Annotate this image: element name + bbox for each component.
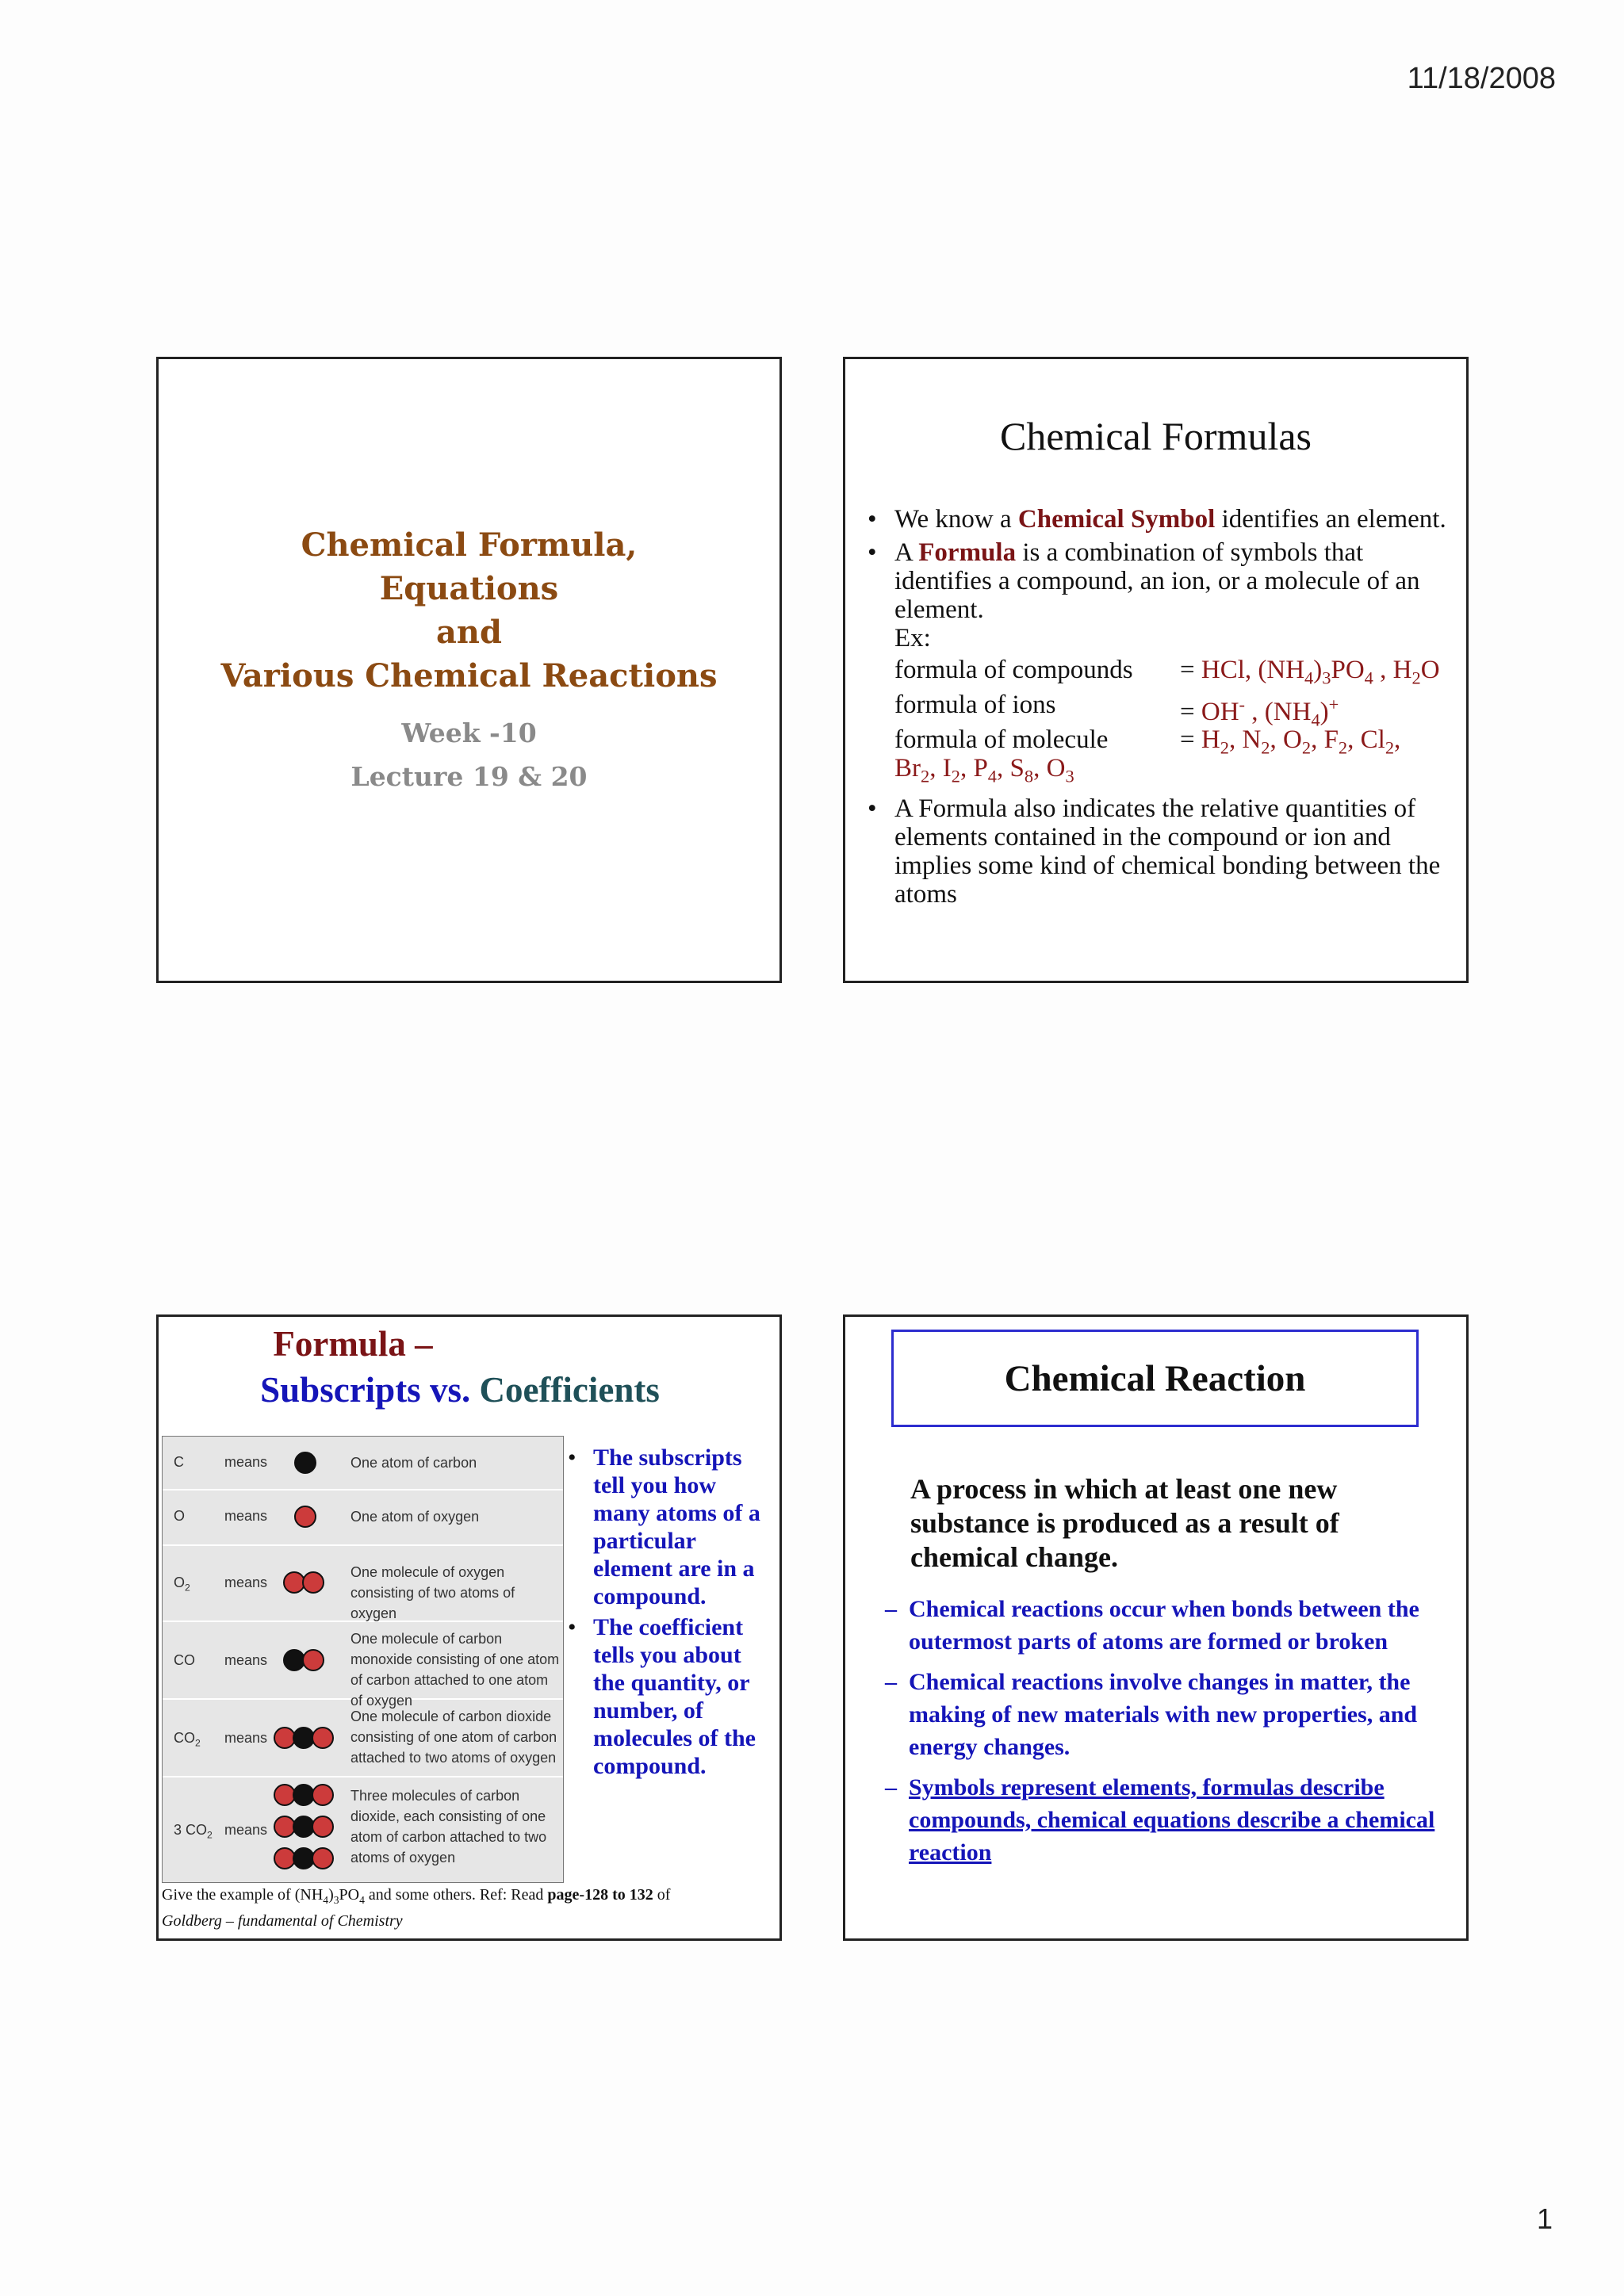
slide3-title-line2: Subscripts vs. Coefficients — [260, 1370, 660, 1410]
oxygen-atom-icon — [302, 1571, 324, 1594]
table-row: $O_2$ means One molecule of oxygen consisting of two atoms of oxygen — [163, 1544, 563, 1622]
title-line: Equations — [379, 570, 559, 607]
slide-subscripts-coefficients — [156, 1314, 782, 1941]
table-row: CO means One molecule of carbon monoxide consisting of one atom of carbon attached to one atom of oxygen — [163, 1621, 563, 1700]
reaction-points — [885, 1593, 1456, 1877]
table-row: O means One atom of oxygen — [163, 1489, 563, 1546]
formula-symbol: $CO_2$ — [174, 1730, 201, 1749]
example-compounds: formula of compounds = HCl, $(NH_4)_3PO_4$ , $H_2O$ — [894, 656, 1440, 688]
week-label: Week -10 — [401, 718, 537, 748]
formula-table — [162, 1436, 564, 1883]
slide-chemical-reaction — [843, 1314, 1469, 1941]
list-item: – Chemical reactions occur when bonds between the outermost parts of atoms are formed or broken — [885, 1593, 1456, 1658]
bullet: • The coefficient tells you about the quantity, or number, of molecules of the compound. — [565, 1613, 777, 1780]
formula-symbol: C — [174, 1454, 184, 1470]
slide3-title-line1: Formula – — [273, 1324, 433, 1364]
bullet: • The subscripts tell you how many atoms of a particular element are in a compound. — [565, 1444, 777, 1610]
oxygen-atom-icon — [302, 1649, 324, 1671]
example-molecule: formula of molecule = $H_2$, $N_2$, $O_2$, $F_2$, $Cl_2$, — [894, 725, 1401, 758]
slide3-bullets — [565, 1444, 777, 1780]
header-date: 11/18/2008 — [1407, 62, 1556, 95]
slide-title — [156, 357, 782, 983]
example-molecule-cont: $Br_2$, $I_2$, $P_4$, $S_8$, $O_3$ — [894, 754, 1074, 786]
bullet: • We know a Chemical Symbol identifies an element. — [863, 505, 1449, 534]
table-row: 3 $CO_2$ means Three molecules of carbon dioxide, each consisting of one atom of carbon attached to two atoms of oxygen — [163, 1776, 563, 1882]
carbon-atom-icon — [294, 1452, 316, 1474]
title-line: Various Chemical Reactions — [220, 657, 718, 695]
slide-chemical-formulas — [843, 357, 1469, 983]
oxygen-atom-icon — [312, 1847, 334, 1869]
formula-symbol: O — [174, 1508, 186, 1524]
oxygen-atom-icon — [312, 1816, 334, 1838]
slide4-title: Chemical Reaction — [1004, 1357, 1306, 1399]
lecture-label: Lecture 19 & 20 — [350, 761, 588, 792]
page-number: 1 — [1536, 2202, 1553, 2235]
bullet: • A Formula is a combination of symbols that identifies a compound, an ion, or a molecule of an element. — [863, 538, 1449, 624]
slide4-title-box — [891, 1330, 1419, 1427]
formula-symbol: $O_2$ — [174, 1575, 190, 1594]
example-ions: formula of ions = OH- , $(NH_4)^+$ — [894, 691, 1339, 730]
formula-symbol: 3 $CO_2$ — [174, 1822, 213, 1841]
oxygen-atom-icon — [312, 1784, 334, 1806]
slide3-footnote: Give the example of $(NH_4)_3PO_4$ and some others. Ref: Read page-128 to 132 of Goldberg – fundamental of Chemistry — [162, 1886, 671, 1930]
oxygen-atom-icon — [312, 1727, 334, 1749]
title-line: Chemical Formula, — [301, 526, 638, 564]
slide1-title — [159, 523, 779, 698]
table-row: $CO_2$ means One molecule of carbon dioxide consisting of one atom of carbon attached to two atoms of oxygen — [163, 1698, 563, 1777]
bullet: • A Formula also indicates the relative quantities of elements contained in the compound or ion and implies some kind of chemical bonding between the atoms — [863, 794, 1449, 909]
title-line: and — [436, 614, 502, 651]
list-item: – Symbols represent elements, formulas describe compounds, chemical equations describe a chemical reaction — [885, 1771, 1456, 1869]
slide2-title: Chemical Formulas — [1000, 414, 1312, 458]
table-row: C means One atom of carbon — [163, 1437, 563, 1490]
oxygen-atom-icon — [294, 1506, 316, 1528]
slide2-body — [863, 505, 1449, 909]
example-label: Ex: — [894, 624, 931, 652]
list-item: – Chemical reactions involve changes in matter, the making of new materials with new properties, and energy changes. — [885, 1666, 1456, 1763]
reaction-definition: A process in which at least one new substance is produced as a result of chemical change. — [910, 1473, 1339, 1573]
formula-symbol: CO — [174, 1652, 195, 1668]
